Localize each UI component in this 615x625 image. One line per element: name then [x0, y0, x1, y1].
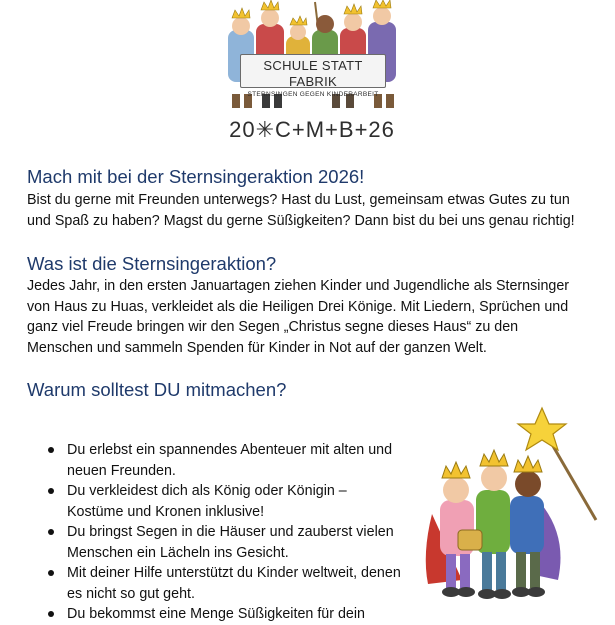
reasons-list [45, 440, 405, 625]
blessing-year-code: 20✳C+M+B+26 [229, 117, 395, 142]
campaign-logo [212, 0, 412, 146]
list-item: Mit deiner Hilfe unterstützt du Kinder weltweit, denen es nicht so gut geht. [45, 563, 405, 604]
list-item: Du erlebst ein spannendes Abenteuer mit alten und neuen Freunden. [45, 440, 405, 481]
list-item: Du bringst Segen in die Häuser und zauberst vielen Menschen ein Lächeln ins Gesicht. [45, 522, 405, 563]
section-text-what: Jedes Jahr, in den ersten Januartagen ziehen Kinder und Jugendliche als Sternsinger von Haus zu Huas, verkleidet als die Heiligen Drei Könige. Mit Liedern, Sprüchen und ganz viel Freude bringen wir den Segen „Christus segne dieses Haus“ zu den Menschen und sammeln Spenden für Kinder in Not auf der ganzen Welt. [27, 278, 570, 356]
section-text-join: Bist du gerne mit Freunden unterwegs? Hast du Lust, gemeinsam etwas Gutes zu tun und Spaß zu haben? Magst du gerne Süßigkeiten? Dann bist du bei uns genau richtig! [27, 192, 575, 229]
list-item: Du bekommst eine Menge Süßigkeiten für dein [45, 604, 405, 625]
list-item: Du verkleidest dich als König oder Königin – Kostüme und Kronen inklusive! [45, 481, 405, 522]
section-heading-what: Was ist die Sternsingeraktion? [27, 253, 277, 274]
section-heading-join: Mach mit bei der Sternsingeraktion 2026! [27, 166, 365, 187]
logo-banner-subtitle: STERNSINGEN GEGEN KINDERARBEIT [247, 91, 379, 98]
logo-banner-title: SCHULE STATT FABRIK [263, 58, 363, 89]
logo-banner [240, 54, 386, 98]
section-heading-why: Warum solltest DU mitmachen? [27, 379, 287, 400]
star-singers-kids-illustration [418, 404, 603, 609]
